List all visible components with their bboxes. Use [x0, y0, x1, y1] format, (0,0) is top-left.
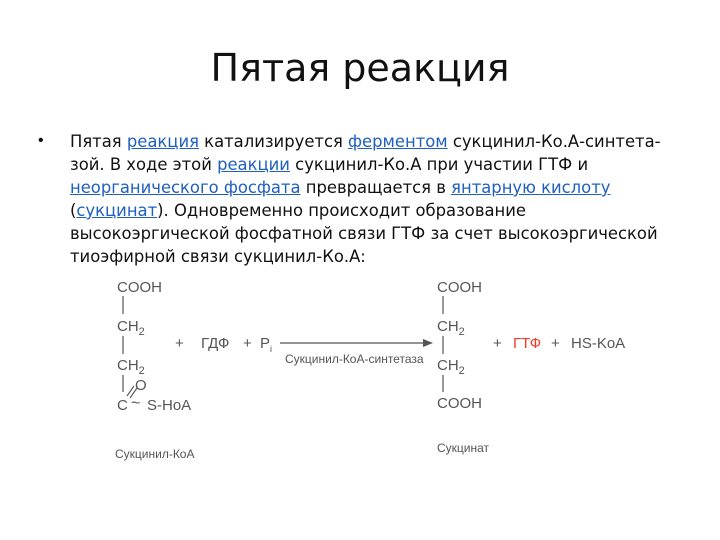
- paragraph-text: ). Одновременно происходит образование высокоэргической фосфатной связи ГТФ за счет высокоэргической тиоэфирной связи сукцинил-Ко.А:: [70, 201, 658, 266]
- left-tilde: ~: [131, 395, 141, 412]
- hyperlink[interactable]: неорганического фосфата: [70, 178, 301, 197]
- paragraph-text: (: [70, 201, 77, 220]
- paragraph-text: сукцинил-Ко.А при участии ГТФ и: [289, 155, 589, 174]
- hyperlink[interactable]: сукцинат: [76, 201, 158, 220]
- right-molecule-name: Сукцинат: [437, 441, 490, 455]
- paragraph-text: сукцинил-Ко.А-синтета-зой. В ходе этой: [70, 132, 661, 174]
- reaction-arrow-head: [423, 339, 433, 347]
- hs-koa-label: HS-KoA: [571, 335, 626, 352]
- plus-3: +: [493, 335, 502, 352]
- left-ch2-2: $CH_2$: [117, 357, 145, 377]
- left-s-hoa: S-HoA: [147, 397, 192, 414]
- right-ch2-2: $CH_2$: [437, 357, 465, 377]
- plus-4: +: [551, 335, 560, 352]
- bullet-paragraph: [70, 130, 688, 268]
- left-molecule-name: Сукцинил-КоА: [115, 447, 195, 461]
- left-oxygen: O: [135, 377, 147, 394]
- plus-2: +: [243, 335, 252, 352]
- paragraph-text: превращается в: [300, 178, 452, 197]
- hyperlink[interactable]: реакции: [217, 155, 290, 174]
- reaction-scheme: [105, 268, 645, 468]
- slide-title: Пятая реакция: [210, 46, 510, 90]
- gtf-label: ГТФ: [513, 335, 542, 352]
- paragraph-text: катализируется: [198, 132, 349, 151]
- right-cooh-bottom: COOH: [437, 395, 482, 412]
- hyperlink[interactable]: реакция: [126, 132, 199, 151]
- hyperlink[interactable]: ферментом: [348, 132, 448, 151]
- right-ch2-1: $CH_2$: [437, 318, 465, 338]
- paragraph-text: Пятая: [70, 132, 127, 151]
- bullet-marker: •: [38, 132, 44, 149]
- bullet-item: [38, 130, 688, 268]
- right-cooh-top: COOH: [437, 279, 482, 296]
- left-cooh: COOH: [117, 279, 162, 296]
- plus-1: +: [175, 335, 184, 352]
- enzyme-label: Сукцинил-КоА-синтетаза: [285, 352, 424, 366]
- hyperlink[interactable]: янтарную кислоту: [451, 178, 611, 197]
- left-carbon: C: [117, 397, 128, 414]
- gdf-label: ГДФ: [201, 335, 230, 352]
- left-ch2-1: $CH_2$: [117, 318, 145, 338]
- phosphate-label: $P_i$: [260, 335, 273, 354]
